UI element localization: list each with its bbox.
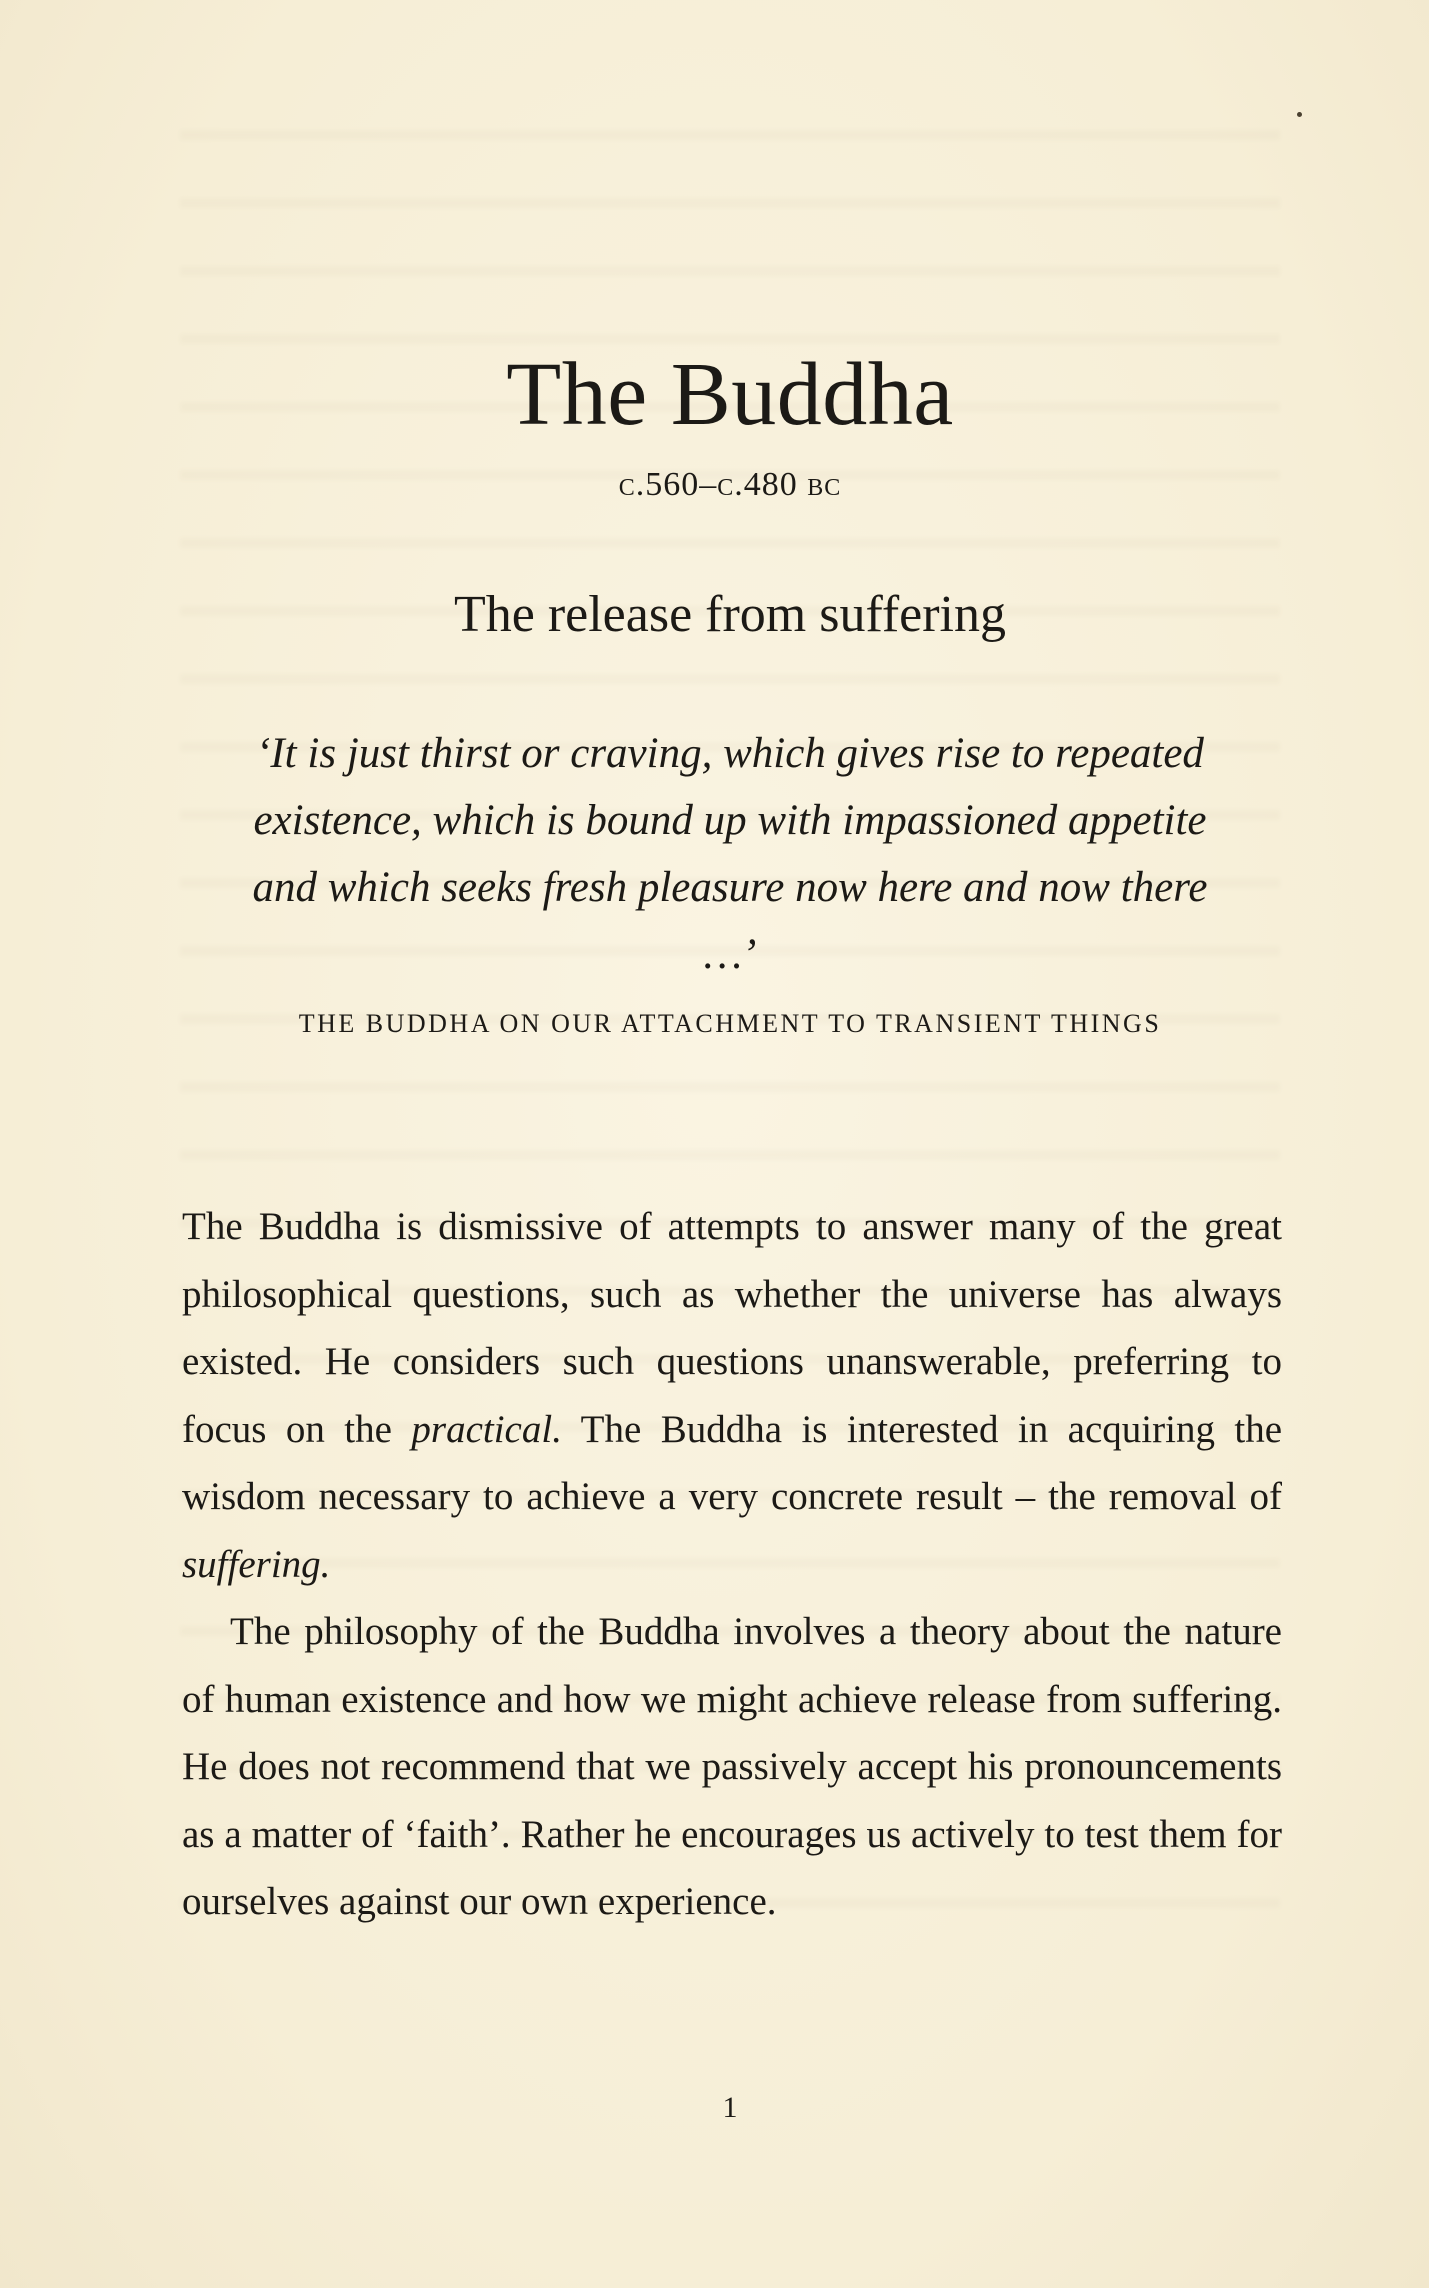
chapter-dates: c.560–c.480 bc	[618, 466, 842, 503]
paragraph-1-part-a: The Buddha is dismissive of attempts to answer many of the great philosophical questions, such as whether the universe has always existed. He considers such questions unanswerable, preferring to focus on the	[182, 1205, 1282, 1451]
emphasis-suffering: suffering.	[182, 1542, 331, 1586]
emphasis-practical: practical.	[411, 1407, 562, 1451]
chapter-title: The Buddha	[506, 345, 954, 444]
paragraph-2: The philosophy of the Buddha involves a theory about the nature of human existence and how we might achieve release from suffering. He does not recommend that we passively accept his pronouncements as a matter of ‘faith’. Rather he encourages us actively to test them for ourselves against our own experience.	[182, 1610, 1282, 1923]
epigraph-attribution: THE BUDDHA ON OUR ATTACHMENT TO TRANSIENT THINGS	[298, 1009, 1162, 1038]
paragraph-1-part-b: The Buddha is interested in acquiring the wisdom necessary to achieve a very concrete result – the removal of	[182, 1407, 1283, 1518]
epigraph-quote: ‘It is just thirst or craving, which gives rise to repeated existence, which is bound up with impassioned appetite and which seeks fresh pleasure now here and now there …’	[252, 730, 1208, 978]
chapter-subtitle: The release from suffering	[453, 586, 1007, 643]
paragraph-1	[182, 1193, 1282, 1598]
paper-speck	[1297, 112, 1302, 117]
body-text	[182, 1193, 1282, 1936]
page-number: 1	[722, 2091, 738, 2124]
